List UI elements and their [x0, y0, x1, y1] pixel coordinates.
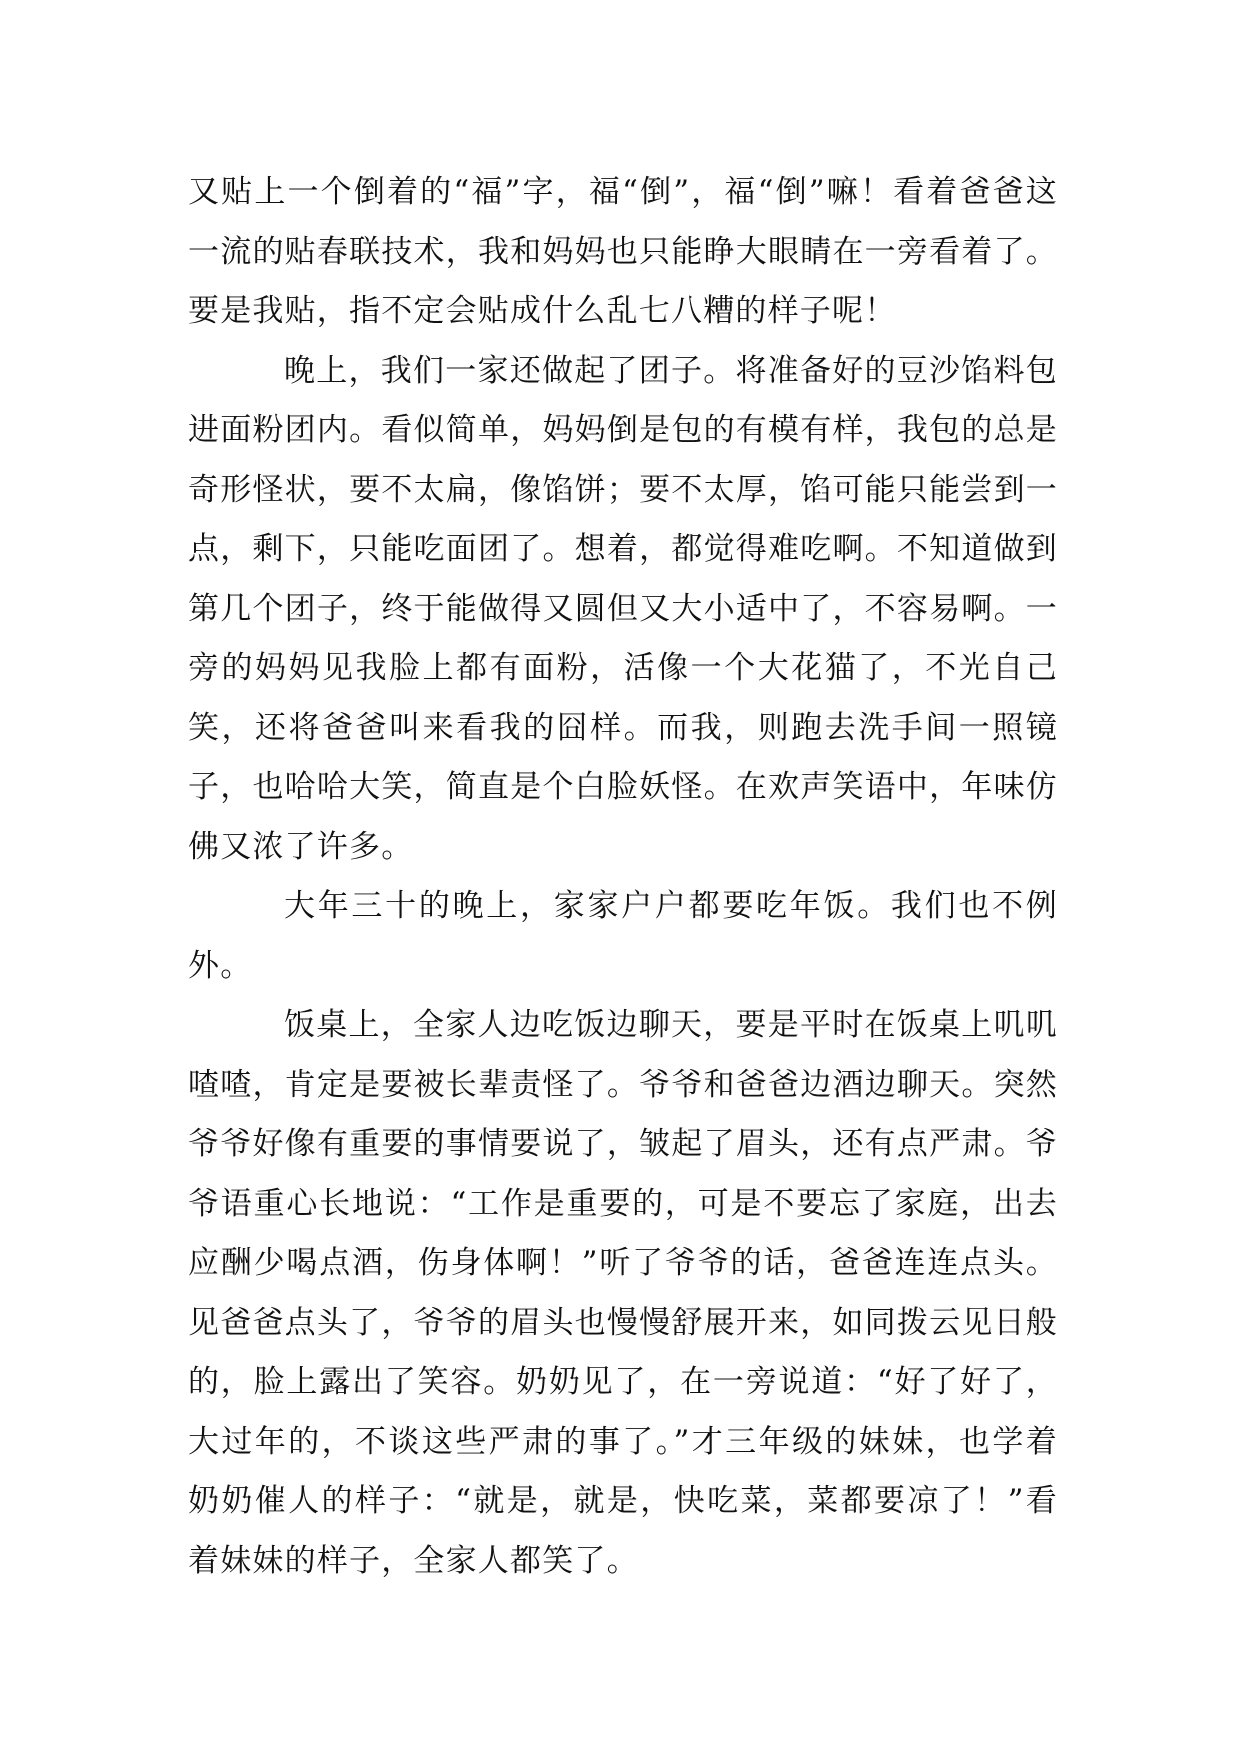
paragraph-4: 饭桌上，全家人边吃饭边聊天，要是平时在饭桌上叽叽喳喳，肯定是要被长辈责怪了。爷爷和爸爸边酒边聊天。突然爷爷好像有重要的事情要说了，皱起了眉头，还有点严肃。爷爷语重心长地说：“工作是重要的，可是不要忘了家庭，出去应酬少喝点酒，伤身体啊！”听了爷爷的话，爸爸连连点头。见爸爸点头了，爷爷的眉头也慢慢舒展开来，如同拨云见日般的，脸上露出了笑容。奶奶见了，在一旁说道：“好了好了，大过年的，不谈这些严肃的事了。”才三年级的妹妹，也学着奶奶催人的样子：“就是，就是，快吃菜，菜都要凉了！”看着妹妹的样子，全家人都笑了。: [188, 1007, 1058, 1579]
paragraph-3: 大年三十的晚上，家家户户都要吃年饭。我们也不例外。: [188, 888, 1058, 984]
document-body: [188, 163, 1058, 1591]
paragraph-2: 晚上，我们一家还做起了团子。将准备好的豆沙馅料包进面粉团内。看似简单，妈妈倒是包的有模有样，我包的总是奇形怪状，要不太扁，像馅饼；要不太厚，馅可能只能尝到一点，剩下，只能吃面团了。想着，都觉得难吃啊。不知道做到第几个团子，终于能做得又圆但又大小适中了，不容易啊。一旁的妈妈见我脸上都有面粉，活像一个大花猫了，不光自己笑，还将爸爸叫来看我的囧样。而我，则跑去洗手间一照镜子，也哈哈大笑，简直是个白脸妖怪。在欢声笑语中，年味仿佛又浓了许多。: [188, 352, 1058, 865]
paragraph-1: 又贴上一个倒着的“福”字，福“倒”，福“倒”嘛！看着爸爸这一流的贴春联技术，我和妈妈也只能睁大眼睛在一旁看着了。要是我贴，指不定会贴成什么乱七八糟的样子呢！: [188, 174, 1058, 329]
